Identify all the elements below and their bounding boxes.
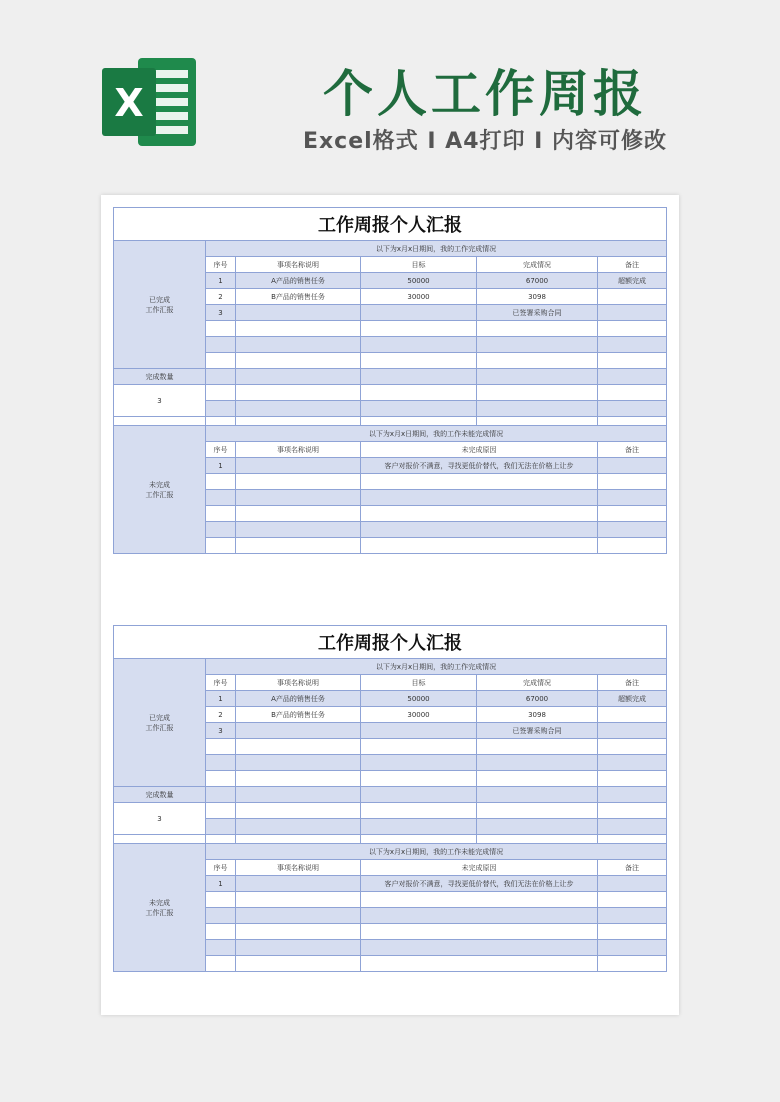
table-cell: 客户对报价不满意，寻找更低价替代，我们无法在价格上让步 (361, 876, 598, 892)
report-table-2 (113, 625, 667, 972)
table-cell (598, 289, 667, 305)
table-cell: 2 (206, 289, 236, 305)
table-row (114, 803, 667, 819)
col-header: 未完成原因 (361, 860, 598, 876)
col-header: 目标 (361, 675, 477, 691)
table-cell (598, 707, 667, 723)
table-cell (361, 305, 477, 321)
table-row (114, 385, 667, 401)
table-cell: 超额完成 (598, 691, 667, 707)
col-header: 完成情况 (477, 257, 598, 273)
table-cell: 客户对报价不满意，寻找更低价替代，我们无法在价格上让步 (361, 458, 598, 474)
table-row (114, 787, 667, 803)
page-title: 个人工作周报 (323, 65, 647, 123)
undone-section-label: 未完成 工作汇报 (114, 844, 206, 972)
table-cell: 30000 (361, 289, 477, 305)
table-cell: 3 (206, 723, 236, 739)
table-cell: 已签署采购合同 (477, 723, 598, 739)
table-cell: A产品的销售任务 (236, 691, 361, 707)
col-header: 序号 (206, 860, 236, 876)
col-header: 备注 (598, 860, 667, 876)
excel-logo-icon (100, 52, 200, 152)
done-caption: 以下为x月x日期间，我的工作完成情况 (206, 659, 667, 675)
table-cell (598, 305, 667, 321)
col-header: 序号 (206, 675, 236, 691)
table-cell (236, 458, 361, 474)
table-cell: 2 (206, 707, 236, 723)
table-cell: 3098 (477, 289, 598, 305)
report-title: 工作周报个人汇报 (114, 626, 667, 659)
col-header: 序号 (206, 442, 236, 458)
undone-caption: 以下为x月x日期间，我的工作未能完成情况 (206, 844, 667, 860)
report-title: 工作周报个人汇报 (114, 208, 667, 241)
table-cell: 50000 (361, 691, 477, 707)
col-header: 未完成原因 (361, 442, 598, 458)
table-cell: 1 (206, 458, 236, 474)
done-section-label: 已完成 工作汇报 (114, 659, 206, 787)
table-row (114, 835, 667, 844)
done-caption: 以下为x月x日期间，我的工作完成情况 (206, 241, 667, 257)
table-cell: 67000 (477, 273, 598, 289)
table-cell: 50000 (361, 273, 477, 289)
table-cell: 30000 (361, 707, 477, 723)
done-count-label: 完成数量 (114, 369, 206, 385)
done-section-label: 已完成 工作汇报 (114, 241, 206, 369)
done-count-value: 3 (114, 803, 206, 835)
page-header (0, 0, 780, 190)
report-table-1 (113, 207, 667, 554)
table-cell: 1 (206, 876, 236, 892)
col-header: 事项名称说明 (236, 675, 361, 691)
col-header: 事项名称说明 (236, 860, 361, 876)
table-cell (598, 458, 667, 474)
table-cell: A产品的销售任务 (236, 273, 361, 289)
table-cell: B产品的销售任务 (236, 289, 361, 305)
col-header: 事项名称说明 (236, 257, 361, 273)
done-count-value: 3 (114, 385, 206, 417)
table-cell (236, 305, 361, 321)
table-row (114, 369, 667, 385)
table-cell: 1 (206, 273, 236, 289)
table-row (114, 417, 667, 426)
col-header: 备注 (598, 257, 667, 273)
col-header: 序号 (206, 257, 236, 273)
table-cell: 67000 (477, 691, 598, 707)
table-cell (361, 723, 477, 739)
col-header: 备注 (598, 442, 667, 458)
table-cell: 超额完成 (598, 273, 667, 289)
table-cell: 3 (206, 305, 236, 321)
done-count-label: 完成数量 (114, 787, 206, 803)
table-cell: B产品的销售任务 (236, 707, 361, 723)
table-cell (598, 723, 667, 739)
col-header: 完成情况 (477, 675, 598, 691)
table-cell (236, 723, 361, 739)
logo-letter: X (114, 81, 144, 125)
table-cell: 1 (206, 691, 236, 707)
undone-section-label: 未完成 工作汇报 (114, 426, 206, 554)
table-cell (598, 876, 667, 892)
table-cell: 3098 (477, 707, 598, 723)
page-subtitle: Excel格式 I A4打印 I 内容可修改 (302, 129, 668, 154)
col-header: 备注 (598, 675, 667, 691)
undone-caption: 以下为x月x日期间，我的工作未能完成情况 (206, 426, 667, 442)
col-header: 目标 (361, 257, 477, 273)
table-cell: 已签署采购合同 (477, 305, 598, 321)
table-cell (236, 876, 361, 892)
col-header: 事项名称说明 (236, 442, 361, 458)
